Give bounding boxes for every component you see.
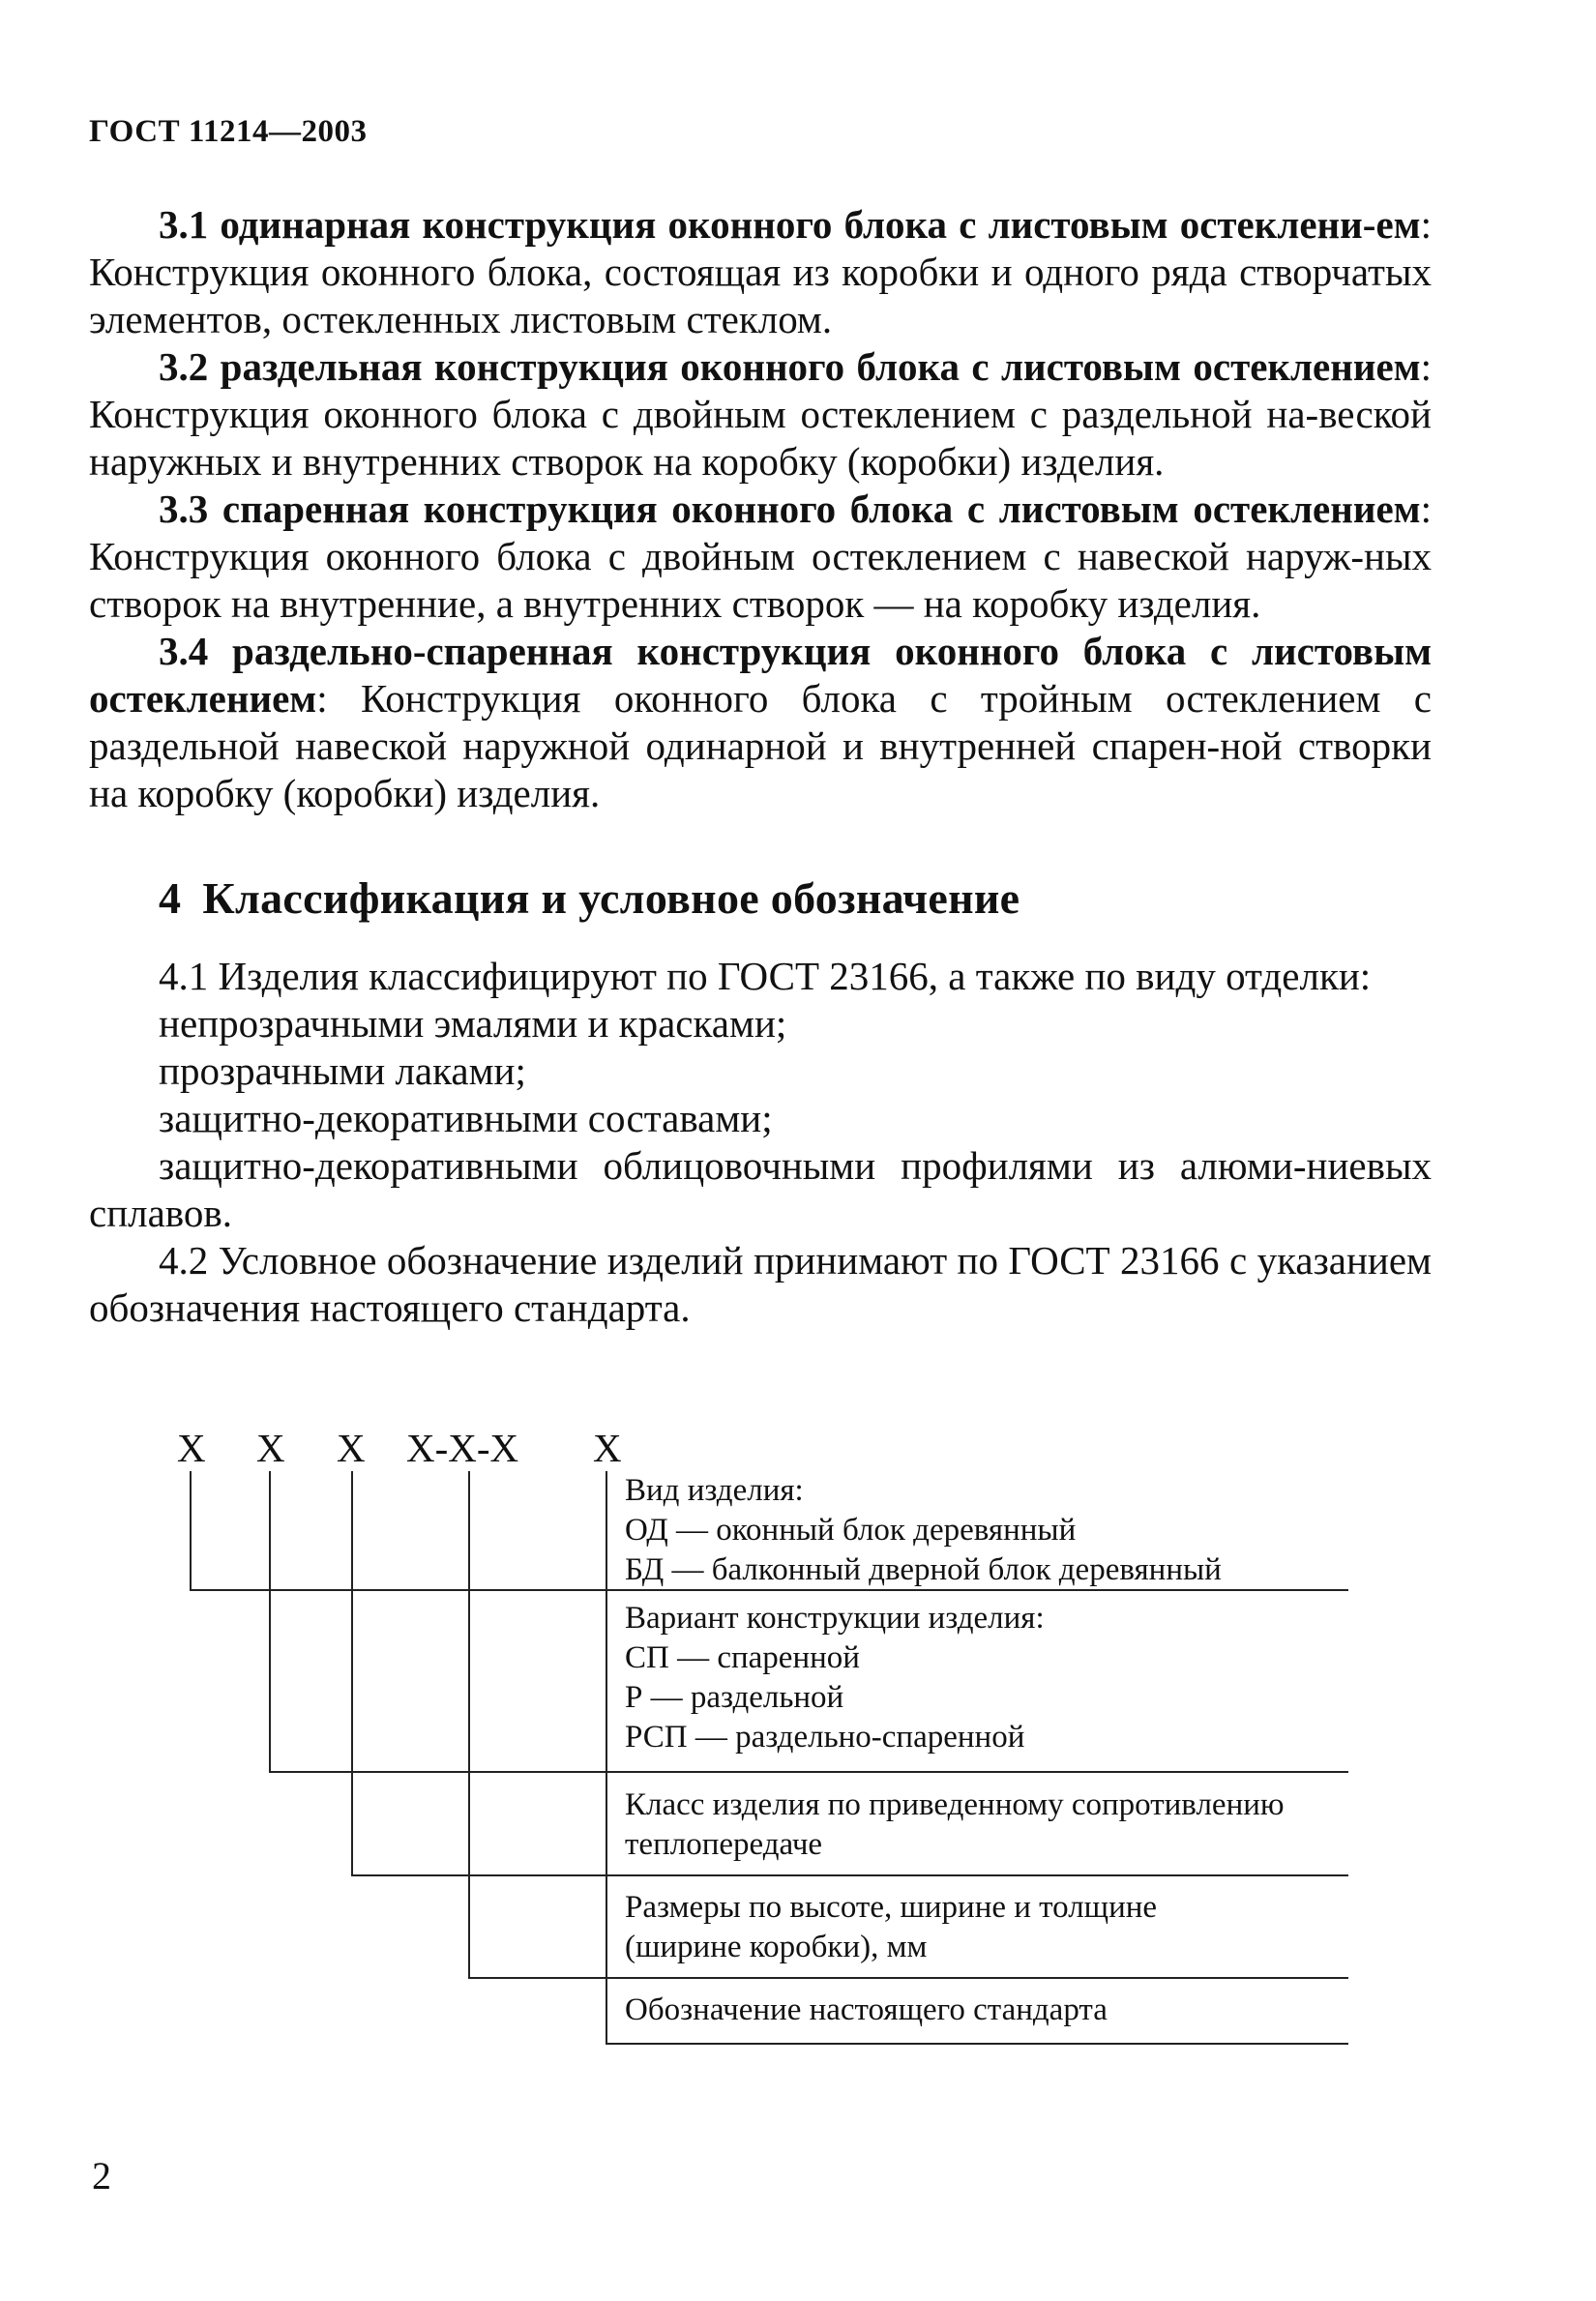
- page-number: 2: [92, 2154, 111, 2198]
- legend-line: (ширине коробки), мм: [625, 1930, 928, 1964]
- legend-product-type: [625, 1471, 1222, 1590]
- scheme-letter: X-X-X: [406, 1426, 519, 1470]
- definition-3-3: 3.3 спаренная конструкция оконного блока с листовым остеклением: Конструкция оконного блока с двойным остеклением с навеской наруж-ных створок на внутренние, а внутренних створок — на коробку изделия.: [89, 487, 1432, 626]
- item-number: 3.3: [159, 487, 209, 531]
- scheme-line: [269, 1471, 271, 1771]
- definition-3-1: 3.1 одинарная конструкция оконного блока с листовым остеклени-ем: Конструкция оконного блока, состоящая из коробки и одного ряда створчатых элементов, остекленных листовым стеклом.: [89, 202, 1432, 341]
- legend-title: Обозначение настоящего стандарта: [625, 1992, 1108, 2027]
- section-number: 4: [159, 873, 182, 923]
- term: раздельно-спаренная конструкция оконного блока с листовым остеклением: [89, 629, 1433, 721]
- legend-line: БД — балконный дверной блок деревянный: [625, 1552, 1222, 1587]
- legend-line: ОД — оконный блок деревянный: [625, 1513, 1077, 1548]
- scheme-letter: X: [256, 1426, 285, 1470]
- scheme-line: [351, 1471, 353, 1874]
- item-number: 3.2: [159, 344, 209, 389]
- finish-item: защитно-декоративными облицовочными профилями из алюми-ниевых сплавов.: [89, 1143, 1432, 1235]
- legend-construction: [625, 1599, 1045, 1757]
- paragraph-4-2: 4.2 Условное обозначение изделий принимают по ГОСТ 23166 с указанием обозначения настоящего стандарта.: [89, 1238, 1432, 1330]
- finish-item: прозрачными лаками;: [159, 1048, 526, 1093]
- legend-dimensions: [625, 1888, 1157, 1967]
- legend-line: теплопередаче: [625, 1827, 823, 1862]
- legend-title: Вид изделия:: [625, 1473, 804, 1508]
- legend-class: [625, 1785, 1285, 1865]
- section-title-text: Классификация и условное обозначение: [202, 873, 1020, 923]
- definition-text: Конструкция оконного блока с тройным остеклением с раздельной навеской наружной одинарной и внутренней спарен-ной створки на коробку (коробки) изделия.: [89, 676, 1432, 815]
- scheme-line: [468, 1471, 470, 1977]
- legend-title: Размеры по высоте, ширине и толщине: [625, 1890, 1158, 1925]
- section-heading: [159, 872, 1020, 924]
- definition-3-4: 3.4 раздельно-спаренная конструкция оконного блока с листовым остеклением: Конструкция оконного блока с тройным остеклением с раздельной навеской наружной одинарной и внутренней спарен-ной створки на коробку (коробки) изделия.: [89, 629, 1433, 815]
- legend-title: Вариант конструкции изделия:: [625, 1601, 1045, 1636]
- scheme-line: [468, 1977, 1348, 1979]
- scheme-line: [269, 1771, 1348, 1773]
- paragraph-4-1: 4.1 Изделия классифицируют по ГОСТ 23166, а также по виду отделки:: [159, 954, 1372, 998]
- definition-text: Конструкция оконного блока с двойным остеклением с навеской наруж-ных створок на внутренние, а внутренних створок — на коробку изделия.: [89, 534, 1432, 626]
- scheme-line: [606, 1471, 607, 2043]
- scheme-line: [606, 2043, 1348, 2045]
- finish-item: непрозрачными эмалями и красками;: [159, 1001, 787, 1046]
- definition-text: Конструкция оконного блока с двойным остеклением с раздельной на-веской наружных и внутренних створок на коробку (коробки) изделия.: [89, 392, 1432, 484]
- legend-standard: [625, 1991, 1108, 2030]
- scheme-letter: X: [337, 1426, 366, 1470]
- definition-text: Конструкция оконного блока, состоящая из коробки и одного ряда створчатых элементов, остекленных листовым стеклом.: [89, 250, 1432, 341]
- item-number: 3.4: [159, 629, 209, 673]
- scheme-line: [190, 1471, 192, 1589]
- item-number: 3.1: [159, 202, 209, 247]
- term: спаренная конструкция оконного блока с листовым остеклением: [222, 487, 1421, 531]
- legend-line: Р — раздельной: [625, 1680, 844, 1715]
- definitions-block: [89, 201, 1432, 817]
- scheme-line: [190, 1589, 1348, 1591]
- term: одинарная конструкция оконного блока с листовым остеклени-ем: [220, 202, 1421, 247]
- scheme-line: [351, 1874, 1348, 1876]
- legend-title: Класс изделия по приведенному сопротивлению: [625, 1787, 1285, 1822]
- scheme-letter: X: [593, 1426, 622, 1470]
- finish-item: защитно-декоративными составами;: [159, 1096, 773, 1140]
- document-header: ГОСТ 11214—2003: [89, 114, 368, 149]
- scheme-letter: X: [177, 1426, 206, 1470]
- legend-line: РСП — раздельно-спаренной: [625, 1720, 1025, 1755]
- legend-line: СП — спаренной: [625, 1640, 860, 1675]
- classification-block: [89, 953, 1432, 1332]
- term: раздельная конструкция оконного блока с листовым остеклением: [220, 344, 1421, 389]
- definition-3-2: 3.2 раздельная конструкция оконного блока с листовым остеклением: Конструкция оконного блока с двойным остеклением с раздельной на-веской наружных и внутренних створок на коробку (коробки) изделия.: [89, 344, 1433, 484]
